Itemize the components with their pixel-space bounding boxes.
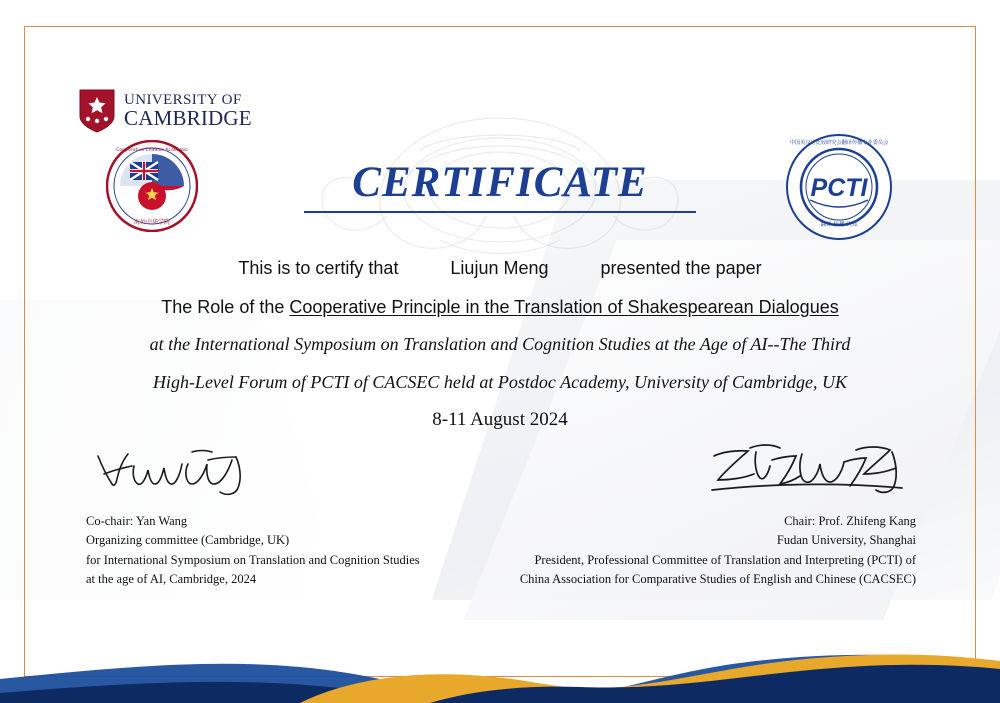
event-date: 8-11 August 2024: [432, 409, 568, 430]
svg-text:Cooperative Chinese Academic: Cooperative Chinese Academic: [116, 148, 188, 153]
left-detail-line-4: at the age of AI, Cambridge, 2024: [86, 572, 257, 587]
left-detail-line-3: for International Symposium on Translation and Cognition Studies: [86, 552, 420, 567]
left-detail-line-2: Organizing committee (Cambridge, UK): [86, 533, 290, 548]
certify-suffix: presented the paper: [600, 258, 762, 278]
svg-text:中国英汉语比较研究会翻译传播专业委员会: 中国英汉语比较研究会翻译传播专业委员会: [789, 140, 889, 146]
bottom-wave-decoration: [0, 583, 1000, 703]
signature-right-details: [520, 512, 916, 590]
cambridge-logo: [78, 88, 252, 134]
event-line-1: at the International Symposium on Translation and Cognition Studies at the Age of AI--The Third: [149, 334, 851, 354]
cacsec-badge-icon: [106, 140, 198, 232]
paper-prefix: The Role of the: [161, 297, 285, 317]
signature-right-zhifeng-kang: [706, 438, 916, 500]
right-detail-line-3: President, Professional Committee of Translation and Interpreting (PCTI) of: [534, 552, 916, 567]
left-detail-line-1: Co-chair: Yan Wang: [86, 514, 188, 528]
certify-line: [0, 258, 1000, 279]
paper-line: [0, 297, 1000, 318]
title-underline-rule: [304, 211, 696, 213]
recipient-name: Liujun Meng: [450, 258, 549, 278]
pcti-badge-icon: [786, 134, 892, 240]
certify-prefix: This is to certify that: [238, 258, 399, 278]
signature-left-yan-wang: [88, 444, 268, 500]
signature-left-details: [86, 512, 420, 590]
svg-text:海外中华学院: 海外中华学院: [133, 219, 171, 226]
paper-title: Cooperative Principle in the Translation of Shakespearean Dialogues: [289, 297, 839, 317]
event-line-2: High-Level Forum of PCTI of CACSEC held at Postdoc Academy, University of Cambridge, UK: [152, 372, 848, 392]
right-detail-line-2: Fudan University, Shanghai: [776, 533, 916, 548]
cambridge-shield-icon: [78, 88, 116, 134]
right-detail-line-1: Chair: Prof. Zhifeng Kang: [784, 514, 916, 528]
page-title: CERTIFICATE: [352, 159, 648, 206]
svg-text:翻译 传播 认知: 翻译 传播 认知: [820, 222, 858, 228]
right-detail-line-4: China Association for Comparative Studies of English and Chinese (CACSEC): [519, 572, 916, 587]
cambridge-logo-line1: UNIVERSITY OF: [124, 91, 242, 108]
svg-text:PCTI: PCTI: [810, 174, 868, 202]
cambridge-logo-line2: CAMBRIDGE: [124, 105, 252, 130]
